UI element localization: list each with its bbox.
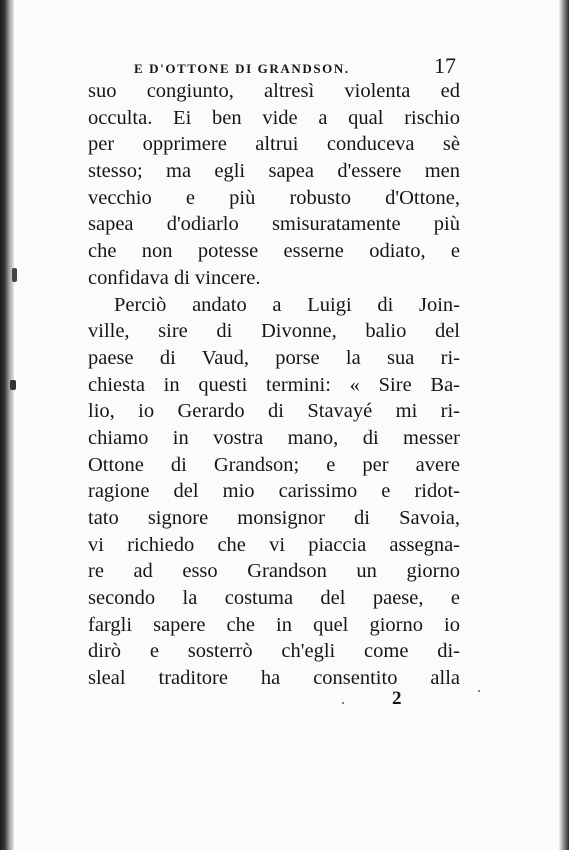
text-line: lio, io Gerardo di Stavayé mi ri- [88,400,460,423]
text-line: ragione del mio carissimo e ridot- [88,480,460,503]
text-line: Ottone di Grandson; e per avere [88,453,460,476]
paragraph-1 [88,78,460,292]
page-binding-shadow [0,0,14,850]
text-line: sleal traditore ha consentito alla [88,667,460,690]
page-number: 17 [434,53,456,78]
ink-speck [12,268,17,282]
text-line: vecchio e più robusto d'Ottone, [88,186,460,209]
page-edge-shadow [559,0,569,850]
text-line: chiesta in questi termini: « Sire Ba- [88,373,460,396]
text-line: occulta. Ei ben vide a qual rischio [88,106,460,129]
text-line: vi richiedo che vi piaccia assegna- [88,533,460,556]
ink-speck [478,690,480,692]
text-line: suo congiunto, altresì violenta ed [88,80,460,102]
paragraph-2 [88,292,460,692]
text-line: chiamo in vostra mano, di messer [88,426,460,449]
text-line: confidava di vincere. [88,266,261,289]
running-head: E D'OTTONE DI GRANDSON. [134,61,350,76]
ink-speck [10,380,16,390]
text-line: stesso; ma egli sapea d'essere men [88,160,460,183]
text-line: re ad esso Grandson un giorno [88,560,460,583]
ink-speck [342,702,344,704]
text-line: tato signore monsignor di Savoia, [88,507,460,529]
text-line: fargli sapere che in quel giorno io [88,613,460,636]
text-line: ville, sire di Divonne, balio del [88,320,460,343]
text-line: dirò e sosterrò ch'egli come di- [88,640,460,663]
text-line: secondo la costuma del paese, e [88,587,460,610]
text-line: che non potesse esserne odiato, e [88,240,460,263]
text-line: sapea d'odiarlo smisuratamente più [88,213,460,236]
signature-mark: 2 [392,688,402,709]
text-line: Perciò andato a Luigi di Join- [114,293,460,316]
page-header [88,51,460,79]
body-text [88,78,460,692]
text-line: per opprimere altrui conduceva sè [88,133,460,156]
text-line: paese di Vaud, porse la sua ri- [88,346,460,369]
